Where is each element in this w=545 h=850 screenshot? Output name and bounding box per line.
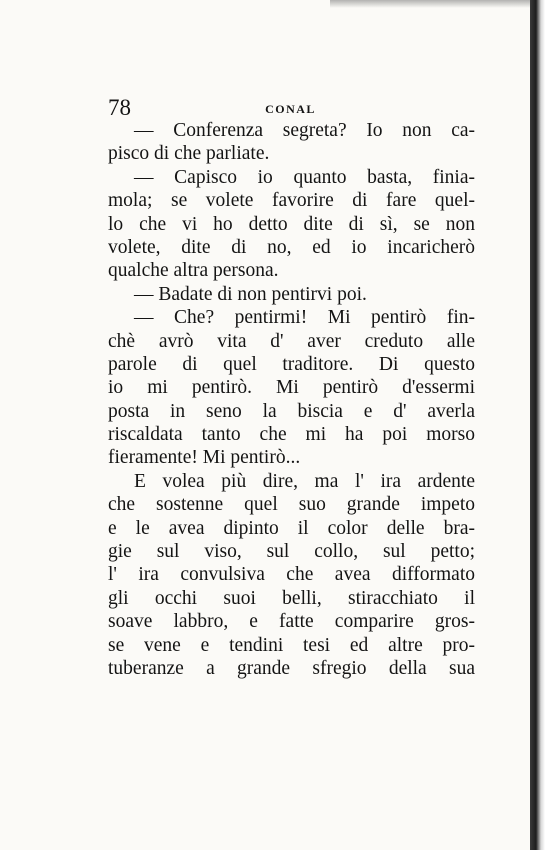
text-line: riscaldata tanto che mi ha poi morso (108, 424, 475, 446)
text-line: — Che? pentirmi! Mi pentirò fin- (134, 307, 475, 329)
text-line: tuberanze a grande sfregio della sua (108, 657, 475, 679)
text-line: gli occhi suoi belli, stiracchiato il (108, 587, 475, 609)
text-line: posta in seno la biscia e d' averla (108, 400, 475, 422)
text-line: che sostenne quel suo grande impeto (108, 494, 475, 516)
text-line: se vene e tendini tesi ed altre pro- (108, 634, 475, 656)
text-line: E volea più dire, ma l' ira ardente (134, 470, 475, 492)
text-line: mola; se volete favorire di fare quel- (108, 190, 475, 212)
text-line: volete, dite di no, ed io incaricherò (108, 236, 475, 258)
page-edge-shadow (530, 0, 545, 850)
text-line: parole di quel traditore. Di questo (108, 353, 475, 375)
text-line: — Capisco io quanto basta, finia- (134, 166, 475, 188)
page-number: 78 (108, 95, 131, 120)
text-line: chè avrò vita d' aver creduto alle (108, 330, 475, 352)
running-head: CONAL (265, 102, 316, 116)
text-line: — Badate di non pentirvi poi. (134, 283, 367, 305)
text-line: — Conferenza segreta? Io non ca- (134, 120, 475, 141)
text-line: l' ira convulsiva che avea difformato (108, 564, 475, 586)
text-line: gie sul viso, sul collo, sul petto; (108, 541, 475, 563)
text-line: io mi pentirò. Mi pentirò d'essermi (108, 377, 475, 399)
text-line: lo che vi ho detto dite di sì, se non (108, 213, 475, 235)
text-line: pisco di che parliate. (108, 143, 270, 165)
scan-smudge (330, 0, 530, 8)
text-line: qualche altra persona. (108, 260, 279, 282)
text-line: e le avea dipinto il color delle bra- (108, 517, 475, 539)
body-text (108, 119, 475, 680)
text-line: soave labbro, e fatte comparire gros- (108, 611, 475, 633)
text-line: fieramente! Mi pentirò... (108, 447, 301, 469)
